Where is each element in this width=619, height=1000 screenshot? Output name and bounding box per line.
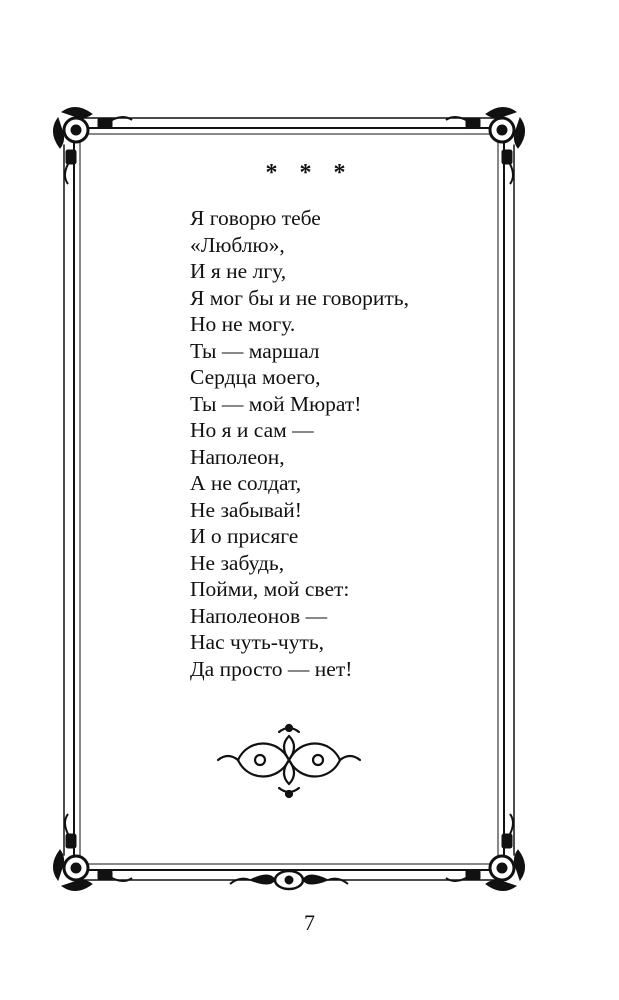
section-divider-stars: * * * xyxy=(265,160,354,186)
poem-line: Наполеонов — xyxy=(190,603,328,628)
poem-line: Ты — маршал xyxy=(190,338,320,363)
poem-line: И о присяге xyxy=(190,524,299,548)
poem-line: «Люблю», xyxy=(190,232,285,257)
corner-ornament-bottom-right-icon xyxy=(446,814,525,891)
poem-line: Ты — мой Мюрат! xyxy=(190,391,362,416)
corner-ornament-bottom-left-icon xyxy=(53,814,132,891)
poem-line: Я говорю тебе xyxy=(190,206,321,230)
poem-line: Не забывай! xyxy=(190,497,302,522)
poem-line: А не солдат, xyxy=(190,471,302,495)
page-number: 7 xyxy=(304,910,315,935)
poem-line: И я не лгу, xyxy=(190,259,287,283)
poem-line: Наполеон, xyxy=(190,444,285,469)
poem-line: Но не могу. xyxy=(190,312,296,336)
poem-line: Сердца моего, xyxy=(190,365,321,389)
poem-line: Но я и сам — xyxy=(190,418,314,442)
poem-line: Пойми, мой свет: xyxy=(190,577,350,601)
poem-line: Я мог бы и не говорить, xyxy=(190,285,409,310)
poem-line: Нас чуть-чуть, xyxy=(190,630,325,654)
poem-body xyxy=(190,205,409,682)
flourish-divider-icon xyxy=(218,725,360,797)
poem-line: Не забудь, xyxy=(190,550,285,575)
poem-line: Да просто — нет! xyxy=(190,656,353,681)
frame-bottom-center-ornament-icon xyxy=(230,871,348,889)
